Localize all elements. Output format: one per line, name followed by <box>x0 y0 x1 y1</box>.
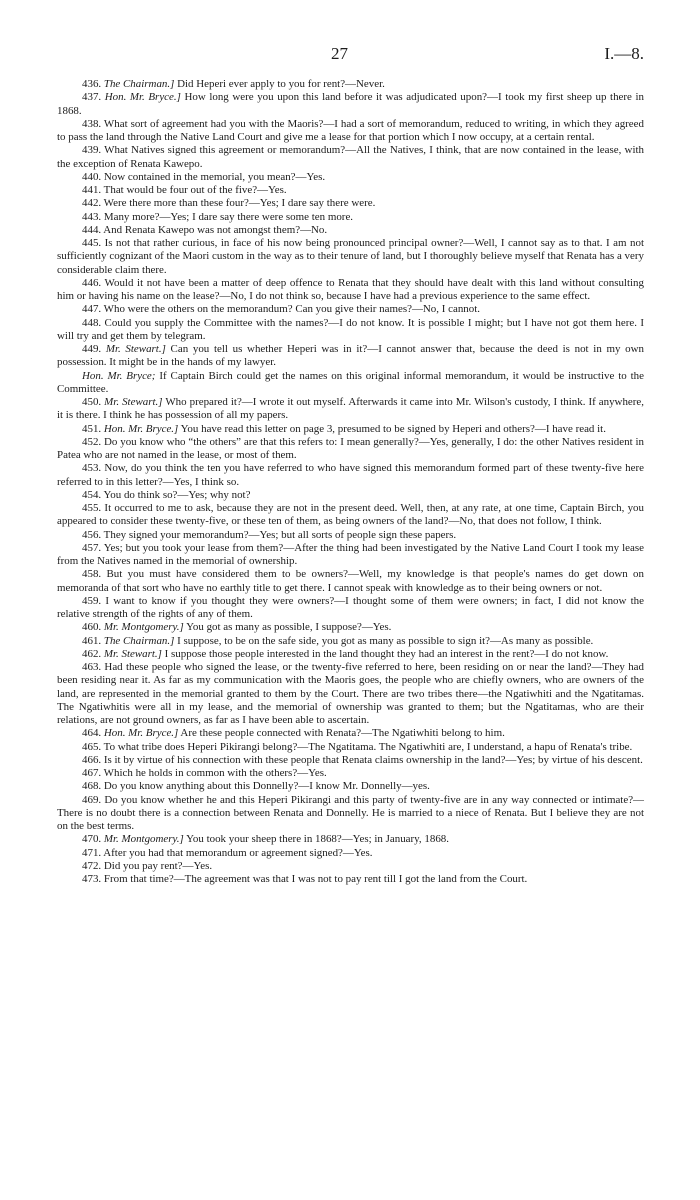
evidence-paragraph: 456. They signed your memorandum?—Yes; but all sorts of people sign these papers. <box>82 528 457 541</box>
evidence-paragraph: 455. It occurred to me to ask, because they are not in the present deed. Well, then, at any rate, at one time, Captain Birch, you appeared to consider these twenty-five, or these ten of them, as being owners of the land?—No, that does not follow, I think. <box>57 502 644 528</box>
evidence-paragraph: 453. Now, do you think the ten you have referred to who have signed this memorandum formed part of these twenty-five here referred to in this letter?—Yes, I think so. <box>57 462 644 488</box>
speaker-name: The Chairman.] <box>103 634 175 647</box>
evidence-paragraph: 462. Mr. Stewart.] I suppose those people interested in the land thought they had an interest in the rent?—I do not know. <box>82 647 609 660</box>
evidence-paragraph: 450. Mr. Stewart.] Who prepared it?—I wrote it out myself. Afterwards it came into Mr. Wilson's custody, I think. If anywhere, it is there. I think he has possession of all my papers. <box>57 396 645 422</box>
evidence-paragraph: 461. The Chairman.] I suppose, to be on the safe side, you got as many as possible to sign it?—As many as possible. <box>82 634 594 647</box>
evidence-paragraph: 447. Who were the others on the memorandum? Can you give their names?—No, I cannot. <box>82 303 480 316</box>
evidence-paragraph: 472. Did you pay rent?—Yes. <box>82 859 213 872</box>
evidence-paragraph: 471. After you had that memorandum or agreement signed?—Yes. <box>82 846 373 859</box>
document-reference: I.—8. <box>604 44 644 63</box>
evidence-paragraph: 444. And Renata Kawepo was not amongst them?—No. <box>82 223 328 236</box>
evidence-paragraph: 448. Could you supply the Committee with the names?—I do not know. It is possible I might; but I have not got them here. I will try and get them by telegram. <box>57 316 644 342</box>
speaker-name: Mr. Stewart.] <box>104 396 163 408</box>
evidence-paragraph: 451. Hon. Mr. Bryce.] You have read this letter on page 3, presumed to be signed by Heperi and others?—I have read it. <box>82 422 606 435</box>
speaker-name: Mr. Stewart.] <box>105 343 166 355</box>
speaker-name: Mr. Montgomery.] <box>103 833 184 846</box>
speaker-name: The Chairman.] <box>103 78 175 90</box>
evidence-paragraph: 463. Had these people who signed the lease, or the twenty-five referred to here, been residing on or near the land?—They had been residing near it. As far as my communication with the Maoris goes, the people who are chiefly owners, who are owners of the land, are represented in the memorial granted to them by the Court. There are two tribes there—the Ngatiwhiti and the Ngatitamas. The Ngatiwhitis were all in my lease, and the memorial of ownership was granted to them; but the Ngatitamas, who are their relations, are not ground owners, as far as I have been able to ascertain. <box>57 661 644 726</box>
evidence-paragraph: 459. I want to know if you thought they were owners?—I thought some of them were owners; in fact, I did not know the relative strength of the rights of any of them. <box>57 594 644 620</box>
evidence-paragraph: 445. Is not that rather curious, in face of his now being pronounced principal owner?—Well, I cannot say as to that. I am not sufficiently cognizant of the Maori custom in the way as to their tenure of land, but I thoroughly believe myself that Renata has a very considerable claim there. <box>57 237 644 276</box>
evidence-paragraph: 436. The Chairman.] Did Heperi ever apply to you for rent?—Never. <box>82 78 385 90</box>
evidence-paragraph: 469. Do you know whether he and this Heperi Pikirangi and this party of twenty-five are in any way connected or intimate?—There is no doubt there is a connection between Renata and Donnelly. He is married to a niece of Renata. But I believe they are not on the best terms. <box>57 793 644 832</box>
evidence-paragraph: 465. To what tribe does Heperi Pikirangi belong?—The Ngatitama. The Ngatiwhiti are, I understand, a hapu of Renata's tribe. <box>82 740 633 753</box>
evidence-paragraph: Hon. Mr. Bryce; If Captain Birch could get the names on this original informal memorandum, it would be instructive to the Committee. <box>57 369 644 395</box>
speaker-name: Hon. Mr. Bryce; <box>82 369 156 382</box>
evidence-paragraph: 467. Which he holds in common with the others?—Yes. <box>82 767 327 779</box>
speaker-name: Hon. Mr. Bryce.] <box>103 727 179 740</box>
evidence-paragraph: 473. From that time?—The agreement was that I was not to pay rent till I got the land from the Court. <box>82 873 528 885</box>
evidence-paragraph: 438. What sort of agreement had you with the Maoris?—I had a sort of memorandum, reduced to writing, in which they agreed to pass the land through the Native Land Court and give me a lease for that portion which I now occupy, at a certain rental. <box>57 117 644 143</box>
evidence-paragraph: 441. That would be four out of the five?—Yes. <box>82 184 287 196</box>
evidence-paragraph: 470. Mr. Montgomery.] You took your sheep there in 1868?—Yes; in January, 1868. <box>82 833 449 846</box>
evidence-paragraph: 466. Is it by virtue of his connection with these people that Renata claims ownership in the land?—Yes; by virtue of his descent. <box>82 753 643 766</box>
speaker-name: Hon. Mr. Bryce.] <box>103 422 179 435</box>
evidence-paragraph: 439. What Natives signed this agreement or memorandum?—All the Natives, I think, that are now contained in the lease, with the exception of Renata Kawepo. <box>57 144 644 170</box>
page-number: 27 <box>331 44 348 63</box>
evidence-paragraph: 464. Hon. Mr. Bryce.] Are these people connected with Renata?—The Ngatiwhiti belong to him. <box>82 727 505 740</box>
evidence-paragraph: 440. Now contained in the memorial, you mean?—Yes. <box>82 170 326 183</box>
evidence-paragraph: 454. You do think so?—Yes; why not? <box>82 488 251 501</box>
speaker-name: Mr. Montgomery.] <box>103 621 184 634</box>
evidence-paragraph: 458. But you must have considered them to be owners?—Well, my knowledge is that people's names do get down on memoranda of that sort who have no earthly title to get there. I cannot speak with knowledge as to their being owners or not. <box>57 568 644 594</box>
speaker-name: Mr. Stewart.] <box>103 647 162 660</box>
evidence-paragraph: 443. Many more?—Yes; I dare say there were some ten more. <box>82 210 354 223</box>
page-header <box>57 0 644 78</box>
evidence-paragraph: 449. Mr. Stewart.] Can you tell us whether Heperi was in it?—I cannot answer that, because the deed is not in my own possession. It might be in the hands of my lawyer. <box>57 343 644 369</box>
speaker-name: Hon. Mr. Bryce.] <box>104 91 181 104</box>
evidence-paragraph: 442. Were there more than these four?—Yes; I dare say there were. <box>82 197 376 210</box>
evidence-text <box>57 78 644 886</box>
evidence-paragraph: 446. Would it not have been a matter of deep offence to Renata that they should have dealt with this land without consulting him or having his name on the lease?—No, I do not think so, because I have had a previous experience to the same effect. <box>57 276 644 302</box>
evidence-paragraph: 457. Yes; but you took your lease from them?—After the thing had been investigated by the Native Land Court I took my lease from the Natives named in the memorial of ownership. <box>57 541 644 567</box>
evidence-paragraph: 468. Do you know anything about this Donnelly?—I know Mr. Donnelly—yes. <box>82 780 430 793</box>
evidence-paragraph: 452. Do you know who “the others” are that this refers to: I mean generally?—Yes, generally, I do: the other Natives resident in Patea who are not named in the lease, or most of them. <box>57 435 644 461</box>
evidence-paragraph: 437. Hon. Mr. Bryce.] How long were you upon this land before it was adjudicated upon?—I took my first sheep up there in 1868. <box>57 91 644 117</box>
evidence-paragraph: 460. Mr. Montgomery.] You got as many as possible, I suppose?—Yes. <box>82 621 392 634</box>
